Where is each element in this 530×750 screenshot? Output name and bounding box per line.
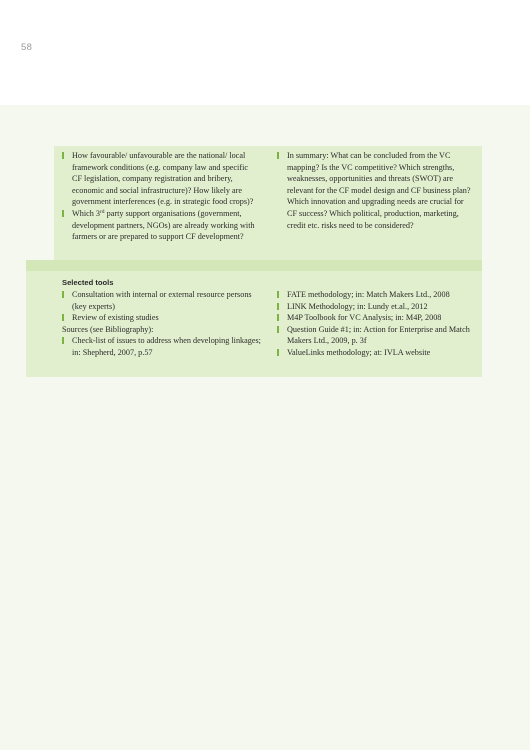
- tools-right-column: [277, 289, 472, 359]
- tool-reference-item: [277, 301, 472, 313]
- bullet-marker: [277, 314, 279, 321]
- ordinal-superscript: rd: [99, 208, 105, 215]
- bullet-marker: [62, 314, 64, 321]
- question-item: [277, 150, 472, 231]
- question-item: [62, 150, 258, 208]
- source-text: Check-list of issues to address when developing linkages; in: Shepherd, 2007, p.57: [72, 336, 261, 357]
- source-item: [62, 335, 262, 358]
- tools-left-column: [62, 277, 262, 359]
- tool-reference-text: M4P Toolbook for VC Analysis; in: M4P, 2008: [287, 313, 442, 323]
- tool-reference-text: ValueLinks methodology; at: IVLA website: [287, 347, 431, 357]
- tool-reference-item: [277, 347, 472, 359]
- tool-reference-item: [277, 312, 472, 324]
- tool-reference-item: [277, 324, 472, 347]
- question-text-start: Which 3: [72, 208, 100, 218]
- tool-reference-text: FATE methodology; in: Match Makers Ltd., 2008: [287, 290, 450, 299]
- tool-text: Review of existing studies: [72, 313, 159, 323]
- questions-left-column: [62, 150, 258, 243]
- bullet-marker: [62, 337, 64, 344]
- bullet-marker: [277, 326, 279, 333]
- tool-text: Consultation with internal or external resource persons (key experts): [72, 290, 252, 311]
- question-item: [62, 208, 258, 243]
- tool-reference-text: Question Guide #1; in: Action for Enterprise and Match Makers Ltd., 2009, p. 3f: [287, 324, 470, 346]
- bullet-marker: [62, 291, 64, 298]
- tool-reference-item: [277, 289, 472, 301]
- page-number: 58: [21, 42, 33, 53]
- question-text: How favourable/ unfavourable are the national/ local framework conditions (e.g. company law and specific CF legislation, company registration and bribery, economic and social infrastructure)? How likely are government interferences (e.g. in strategic food crops)?: [72, 151, 254, 207]
- selected-tools-heading: Selected tools: [62, 278, 114, 287]
- question-text-end: party support organisations (government, development partners, NGOs) are already working with farmers or are prepared to support CF development?: [72, 208, 255, 242]
- tool-reference-text: LINK Methodology; in: Lundy et.al., 2012: [287, 301, 428, 311]
- summary-question-text: In summary: What can be concluded from the VC mapping? Is the VC competitive? Which strengths, weaknesses, opportunities and threats (SWOT) are relevant for the CF model design and CF business plan? Which innovation and upgrading needs are crucial for CF success? Which political, production, marketing, credit etc. risks need to be considered?: [287, 151, 471, 230]
- questions-right-column: [277, 150, 472, 231]
- bullet-marker: [62, 210, 64, 217]
- bullet-marker: [277, 349, 279, 356]
- bullet-marker: [62, 152, 64, 159]
- sources-label: Sources (see Bibliography):: [62, 324, 154, 334]
- tool-item: [62, 312, 262, 324]
- bullet-marker: [277, 291, 279, 298]
- tool-item: [62, 289, 262, 312]
- section-divider: [26, 260, 482, 271]
- bullet-marker: [277, 303, 279, 310]
- bullet-marker: [277, 152, 279, 159]
